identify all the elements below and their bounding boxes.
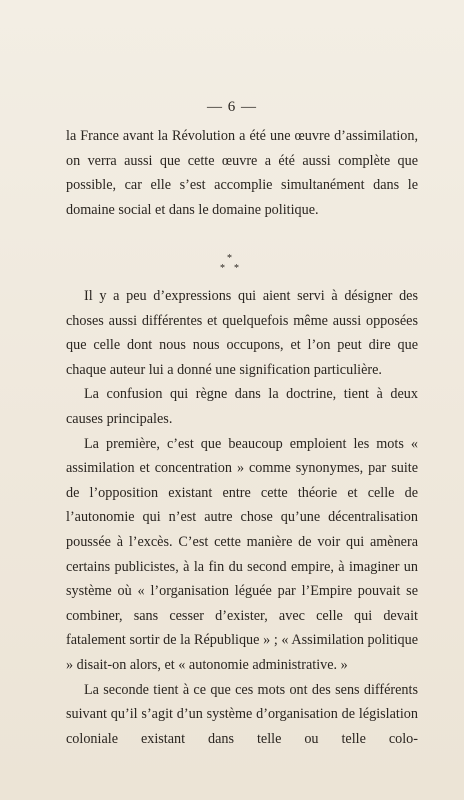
paragraph: Il y a peu d’expressions qui aient servi à désigner des choses aussi différentes et quelquefois même aussi opposées que celle dont nous nous occupons, et l’on peut dire que chaque auteur lui a donné une signification particulière.: [66, 288, 418, 378]
paragraph: La confusion qui règne dans la doctrine, tient à deux causes principales.: [66, 386, 418, 427]
asterism-star-right: *: [234, 263, 239, 274]
paragraph: la France avant la Révolution a été une œuvre d’assimilation, on verra aussi que cette œuvre a été aussi complète que possible, car elle s’est accomplie simultanément dans le domaine social et dans le domaine politique.: [66, 128, 418, 218]
paragraph: La première, c’est que beaucoup emploient les mots « assimilation et concentration » comme synonymes, par suite de l’opposition existant entre cette théorie et celle de l’autonomie qui n’est autre chose qu’une décentralisation poussée à l’excès. C’est cette manière de voir qui amènera certains publicistes, à la fin du second empire, à imaginer un système où « l’organisation léguée par l’Empire pouvait se combiner, sans cesser d’exister, avec celle qui devait fatalement sortir de la République » ; « Assimilation politique » disait-on alors, et « autonomie administrative. »: [66, 435, 418, 673]
text-section-after: [66, 284, 418, 751]
paragraph: La seconde tient à ce que ces mots ont des sens différents suivant qu’il s’agit d’un système d’organisation de législation coloniale existant dans telle ou telle colo-: [66, 681, 418, 747]
page-number: — 6 —: [207, 99, 257, 115]
asterism-star-left: *: [220, 263, 225, 274]
text-section-before: [66, 124, 418, 222]
asterism-star-top: *: [227, 253, 232, 264]
asterism-separator: [0, 254, 464, 276]
